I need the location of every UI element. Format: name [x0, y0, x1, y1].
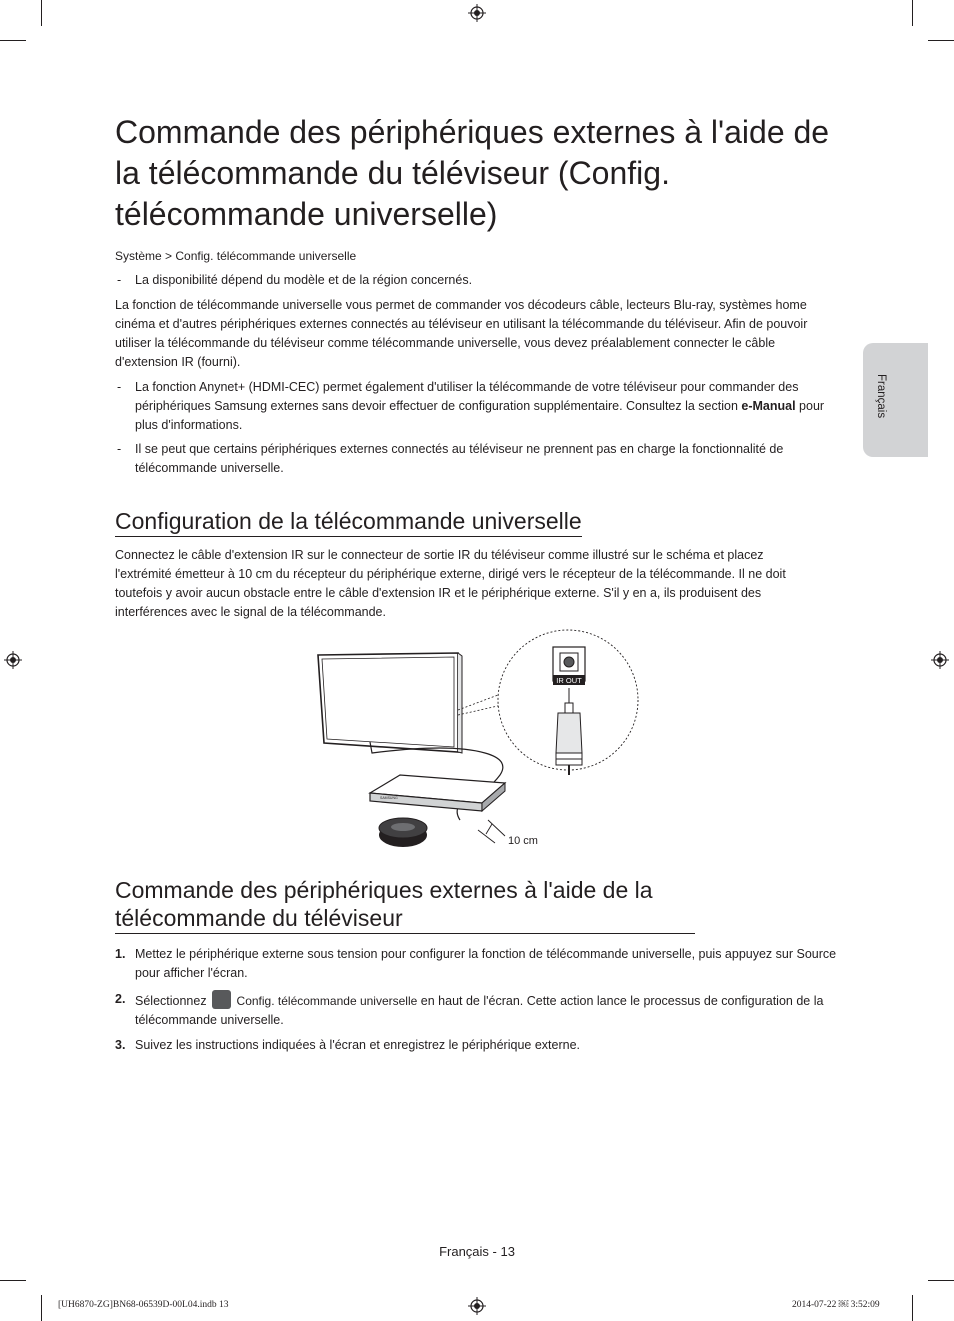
note-item: - La fonction Anynet+ (HDMI-CEC) permet également d'utiliser la télécommande de votre téléviseur pour commander des périphériques Samsung externes sans devoir effectuer de configuration supplémentaire. Consultez la section e-Manual pour plus d'informations.	[117, 380, 825, 432]
registration-mark-icon	[468, 4, 486, 22]
language-side-tab-label: Français	[875, 374, 887, 419]
set-top-box-illustration	[370, 775, 505, 811]
step-number: 1.	[115, 947, 126, 961]
step-number: 2.	[115, 992, 126, 1006]
print-meta-left: [UH6870-ZG]BN68-06539D-00L04.indb 13	[58, 1300, 229, 1310]
print-meta-right: 2014-07-22 ￼ 3:52:09	[792, 1300, 880, 1310]
step-text-end: en haut de l'écran. Cette action lance le processus de configuration de la télécommande universelle.	[135, 994, 824, 1027]
step-item	[115, 1036, 840, 1055]
note-item: - Il se peut que certains périphériques externes connectés au téléviseur ne prennent pas en charge la fonctionnalité de télécommande universelle.	[117, 442, 784, 475]
section-heading-configuration: Configuration de la télécommande universelle	[115, 507, 582, 537]
page-number: Français - 13	[439, 1244, 515, 1259]
distance-indicator	[478, 820, 505, 843]
universal-remote-icon	[212, 990, 231, 1009]
step-item	[115, 945, 840, 983]
registration-mark-icon	[931, 651, 949, 669]
ir-extension-diagram	[300, 625, 650, 860]
device-brand-label: SAMSUNG	[380, 796, 398, 800]
menu-reference: Config. télécommande universelle	[236, 994, 418, 1008]
crop-mark	[41, 0, 42, 26]
registration-mark-icon	[468, 1297, 486, 1315]
step-text: Suivez les instructions indiquées à l'écran et enregistrez le périphérique externe.	[135, 1038, 580, 1052]
e-manual-reference: e-Manual	[741, 399, 796, 413]
section-paragraph: Connectez le câble d'extension IR sur le connecteur de sortie IR du téléviseur comme illustré sur le schéma et placez l'extrémité émetteur à 10 cm du récepteur du périphérique externe, dirigé vers le récepteur de la télécommande. Il ne doit toutefois y avoir aucun obstacle entre le câble d'extension IR et le périphérique externe. S'il y en a, ils produisent des interférences avec le signal de la télécommande.	[115, 548, 786, 619]
step-number: 3.	[115, 1038, 126, 1052]
crop-mark	[0, 40, 26, 41]
note-text-end: pour plus d'informations.	[135, 399, 825, 432]
tv-illustration	[318, 653, 462, 753]
step-item	[115, 990, 840, 1030]
crop-mark	[0, 1280, 26, 1281]
breadcrumb-separator: >	[165, 249, 173, 263]
registration-mark-icon	[4, 651, 22, 669]
crop-mark	[928, 40, 954, 41]
crop-mark	[912, 1295, 913, 1321]
breadcrumb	[115, 247, 356, 266]
intro-paragraph: La fonction de télécommande universelle vous permet de commander vos décodeurs câble, lecteurs Blu-ray, systèmes home cinéma et d'autres périphériques externes connectés au téléviseur en utilisant la télécommande du téléviseur. Afin de pouvoir utiliser la télécommande du téléviseur comme télécommande universelle, vous devez préalablement connecter le câble d'extension IR (fourni).	[115, 298, 808, 369]
breadcrumb-root: Système	[115, 249, 162, 263]
note-text: Il se peut que certains périphériques externes connectés au téléviseur ne prennent pas en charge la fonctionnalité de télécommande universelle.	[135, 442, 784, 475]
crop-mark	[41, 1295, 42, 1321]
ir-out-port	[553, 647, 585, 685]
distance-label: 10 cm	[508, 835, 538, 847]
section-heading-control: Commande des périphériques externes à l'aide de la télécommande du téléviseur	[115, 876, 695, 934]
language-side-tab	[863, 343, 928, 457]
ir-emitter-illustration	[379, 818, 427, 847]
note-text: La fonction Anynet+ (HDMI-CEC) permet également d'utiliser la télécommande de votre téléviseur pour commander des périphériques Samsung externes sans devoir effectuer de configuration supplémentaire. Consultez la section	[135, 380, 799, 413]
crop-mark	[928, 1280, 954, 1281]
crop-mark	[912, 0, 913, 26]
page-title: Commande des périphériques externes à l'aide de la télécommande du téléviseur (Config. télécommande universelle)	[115, 114, 830, 232]
step-text: Mettez le périphérique externe sous tension pour configurer la fonction de télécommande universelle, puis appuyez sur Source pour afficher l'écran.	[135, 947, 837, 980]
step-text: Sélectionnez	[135, 994, 207, 1008]
note-item: - La disponibilité dépend du modèle et de la région concernés.	[117, 273, 473, 287]
note-text: La disponibilité dépend du modèle et de la région concernés.	[135, 273, 473, 287]
ir-out-label: IR OUT	[556, 676, 582, 685]
breadcrumb-leaf: Config. télécommande universelle	[175, 249, 357, 263]
